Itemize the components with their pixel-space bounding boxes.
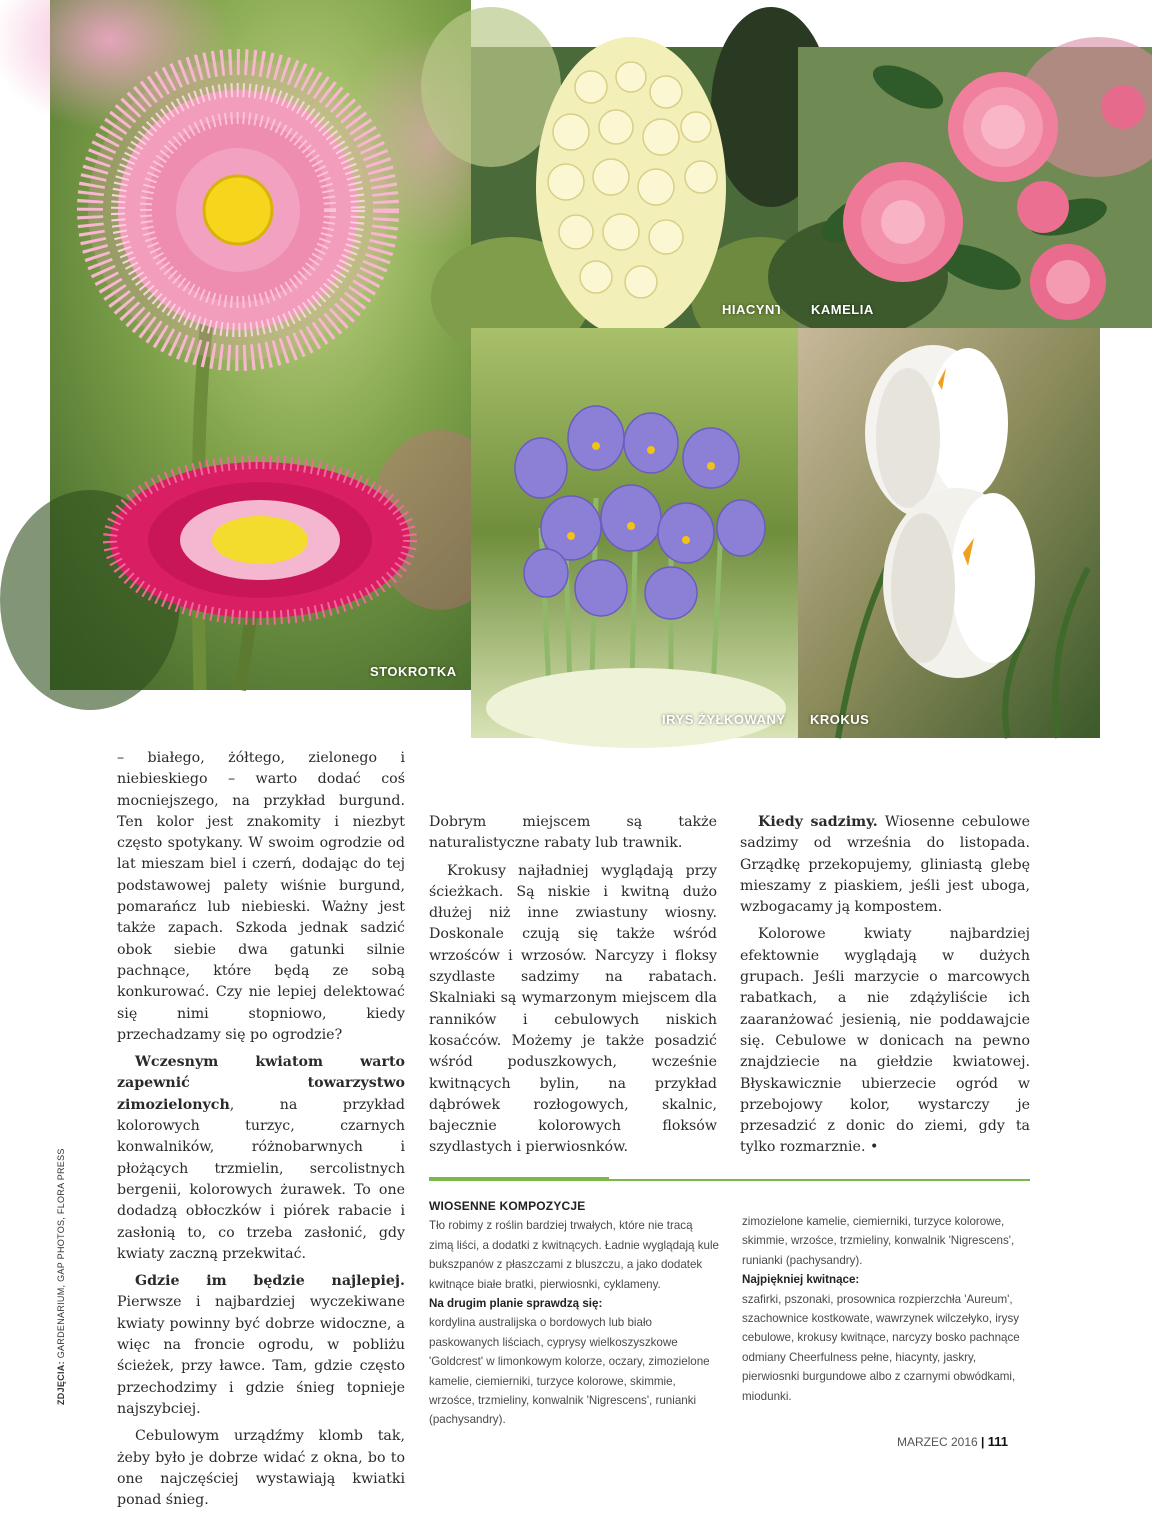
paragraph: [117, 1271, 405, 1420]
daisy-image: [50, 0, 471, 690]
sidebar-subheading: Na drugim planie sprawdzą się:: [429, 1297, 603, 1311]
sidebar-title: WIOSENNE KOMPOZYCJE: [429, 1199, 586, 1213]
sidebar-divider: [609, 1179, 1030, 1181]
sidebar-second-plan-continued: zimozielone kamelie, ciemierniki, turzyce kolorowe, skimmie, wrzośce, trzmieliny, konwalnik 'Nigrescens', runianki (pachysandry).: [742, 1215, 1015, 1267]
caption-irys: IRYS ŻYŁKOWANY: [662, 712, 786, 727]
folio-separator: |: [981, 1435, 985, 1449]
photo-credit: [56, 1148, 66, 1405]
sidebar-column-1: [429, 1197, 719, 1427]
caption-kamelia: KAMELIA: [811, 302, 874, 317]
photo-hiacynt: [471, 47, 798, 328]
article-column-3: [740, 812, 1030, 1165]
paragraph-text: Wiosenne cebulowe sadzimy od września do listopada. Grządkę przekopujemy, gliniastą glebę mieszamy z piaskiem, jeśli jest uboga, wzbogacamy ją kompostem.: [740, 814, 1030, 916]
paragraph: [117, 1052, 405, 1265]
paragraph-text: , na przykład kolorowych turzyc, czarnych konwalników, różnobarwnych i płożących trzmielin, sercolistnych bergenii, kolorowych żurawek. To one dodadzą obłoczków i piórek rabacie i zasłonią to, co trzeba zasłonić, gdy kwiaty zaczną przekwitać.: [117, 1096, 405, 1262]
sidebar-intro: Tło robimy z roślin bardziej trwałych, które nie tracą zimą liści, a dodatki z kwitnących. Ładnie wyglądają kule bukszpanów z płaszczami z bluszczu, a jako dodatek kwitnące białe bratki, pierwiosnki, cyklameny.: [429, 1219, 719, 1291]
sidebar-best-blooming: szafirki, pszonaki, prosownica rozpierzchła 'Aureum', szachownice kostkowate, wawrzynek wilczełyko, irysy cebulowe, krokusy kwitnące, narcyzy bosko pachnące odmiany Cheerfulness pełne, hiacynty, jaskry, pierwiosnki burgundowe albo z czarnymi obwódkami, miodunki.: [742, 1292, 1020, 1403]
caption-stokrotka: STOKROTKA: [370, 664, 457, 679]
caption-krokus: KROKUS: [810, 712, 870, 727]
page-number: 111: [987, 1434, 1009, 1449]
article-column-1: [117, 748, 405, 1517]
page-folio: [897, 1434, 1008, 1449]
photo-kamelia: [798, 47, 1152, 328]
crocus-image: [798, 328, 1100, 738]
paragraph-text: Pierwsze i najbardziej wyczekiwane kwiaty powinny być dobrze widoczne, a więc na froncie ogrodu, w pobliżu ścieżek, przy ławce. Tam, gdzie często przechodzimy i gdzie śnieg topnieje najszybciej.: [117, 1294, 405, 1417]
hyacinth-image: [471, 47, 798, 328]
paragraph: Dobrym miejscem są także naturalistyczne rabaty lub trawnik.: [429, 814, 717, 852]
paragraph: [740, 812, 1030, 918]
paragraph: Kolorowe kwiaty najbardziej efektownie wyglądają w dużych grupach. Jeśli marzycie o marcowych rabatkach, a nie zdążyliście ich zaaranżować jesienią, nie poddawajcie się. Cebulowe w donicach na pewno znajdziecie na giełdzie kwiatowej. Błyskawicznie ubierzecie ogród w przebojowy kolor, wystarczy je przesadzić z donic do ziemi, gdy ta tylko rozmarznie. •: [740, 926, 1030, 1156]
paragraph: Krokusy najładniej wyglądają przy ścieżkach. Są niskie i kwitną dużo dłużej niż inne zwiastuny wiosny. Doskonale czują się także wśród wrzośców i wrzosów. Narcyzy i floksy szydlaste sadzimy na rabatach. Skalniaki są wymarzonym miejscem dla ranników i cebulowych niskich kosaćców. Możemy je także posadzić wśród poduszkowych, wcześnie kwitnących bylin, na przykład dąbrówek rozłogowych, skalnic, bajecznie kolorowych floksów szydlastych i pierwiosnków.: [429, 862, 717, 1156]
iris-image: [471, 328, 798, 738]
sidebar-accent-rule: [429, 1177, 609, 1181]
article-column-2: [429, 812, 717, 1165]
run-in-heading: Kiedy sadzimy.: [758, 814, 878, 830]
credit-text: GARDENARIUM, GAP PHOTOS, FLORA PRESS: [56, 1148, 66, 1362]
sidebar-second-plan: kordylina australijska o bordowych lub biało paskowanych liściach, cyprysy wielkoszyszkowe 'Goldcrest' w limonkowym kolorze, oczary, zimozielone kamelie, ciemierniki, turzyce kolorowe, skimmie, wrzośce, trzmieliny, konwalnik 'Nigrescens', runianki (pachysandry).: [429, 1316, 710, 1427]
run-in-heading: Gdzie im będzie najlepiej.: [135, 1273, 405, 1290]
camellia-image: [798, 47, 1152, 328]
photo-stokrotka: [50, 0, 471, 690]
photo-irys: [471, 328, 798, 738]
photo-krokus: [798, 328, 1100, 738]
sidebar-column-2: [742, 1212, 1030, 1406]
caption-hiacynt: HIACYNT: [722, 302, 784, 317]
run-in-heading: Wczesnym kwiatom warto zapewnić towarzystwo zimozielonych: [117, 1054, 405, 1113]
credit-label: ZDJĘCIA:: [56, 1361, 66, 1405]
sidebar-subheading: Najpiękniej kwitnące:: [742, 1273, 860, 1287]
paragraph: Cebulowym urządźmy klomb tak, żeby było je dobrze widać z okna, bo to one najczęściej wystawiają kwiatki ponad śnieg.: [117, 1428, 405, 1509]
paragraph: – białego, żółtego, zielonego i niebieskiego – warto dodać coś mocniejszego, na przykład burgund. Ten kolor jest znakomity i niezbyt często spotykany. W swoim ogrodzie od lat mieszam biel i czerń, dodając do tej podstawowej palety wiśnie burgund, pomarańcz lub niebieski. Ważny jest także zapach. Szkoda jednak sadzić obok siebie dwa gatunki silnie pachnące, które będą ze sobą konkurować. Czy nie lepiej delektować się nimi stopniowo, kiedy przechadzamy się po ogrodzie?: [117, 750, 405, 1043]
issue-date: MARZEC 2016: [897, 1435, 978, 1449]
